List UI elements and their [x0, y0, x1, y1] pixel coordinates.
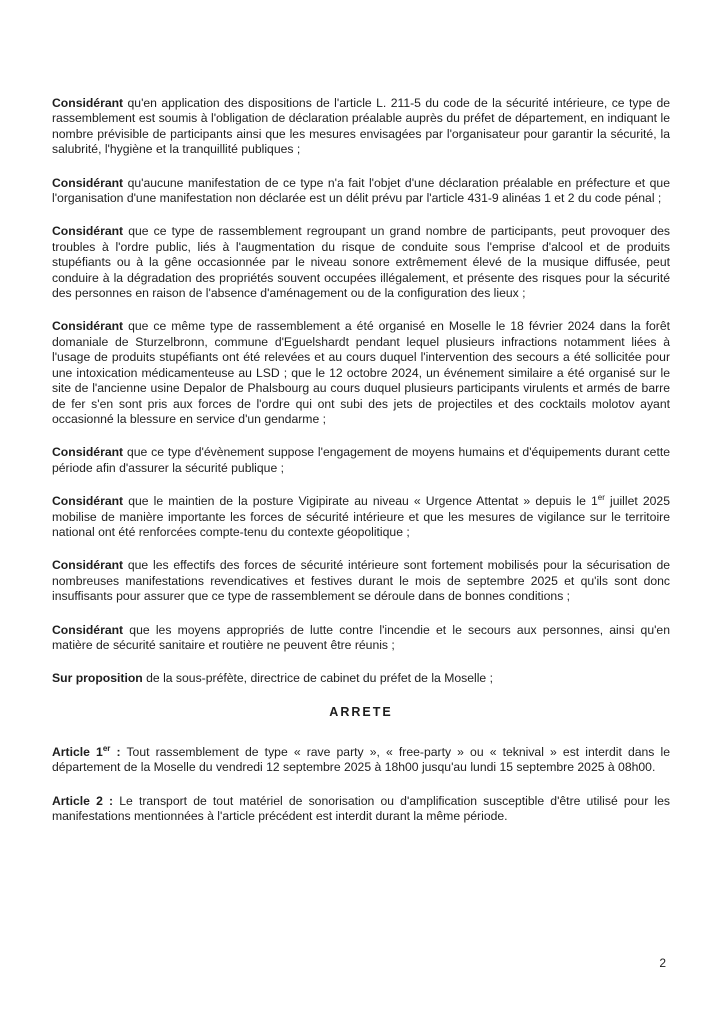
arrete-heading: ARRETE [329, 704, 393, 719]
considerant-keyword: Considérant [52, 319, 124, 334]
considerant-text: que ce type d'évènement suppose l'engagement de moyens humains et d'équipements durant cette période afin d'assurer la sécurité publique ; [52, 445, 670, 475]
considerant-text: qu'aucune manifestation de ce type n'a fait l'objet d'une déclaration préalable en préfecture et que l'organisation d'une manifestation non déclarée est un délit prévu par l'article 431-9 alinéas 1 et 2 du code pénal ; [52, 175, 670, 206]
considerant-text: que ce type de rassemblement regroupant un grand nombre de participants, peut provoquer des troubles à l'ordre public, liés à l'augmentation du risque de conduite sous l'emprise d'alcool et de produits stupéfiants ou à la gêne occasionnée par le niveau sonore extrêmement élevé de la musique diffusée, peut conduire à la dégradation des propriétés souvent occupées illégalement, et présente des risques pour la sécurité des personnes en raison de l'absence d'aménagement ou de la configuration des lieux ; [52, 224, 670, 301]
considerant-text: que ce même type de rassemblement a été organisé en Moselle le 18 février 2024 dans la forêt domaniale de Sturzelbronn, commune d'Eguelshardt pendant lequel plusieurs infractions notamment liées à l'usage de produits stupéfiants ont été relevées et au cours duquel l'intervention des secours a été sollicitée pour une intoxication médicamenteuse au LSD ; que le 12 octobre 2024, un événement similaire a été organisé sur le site de l'ancienne usine Depalor de Phalsbourg au cours duquel plusieurs participants virulents et armés de barre de fer s'en sont pris aux forces de l'ordre qui ont subi des jets de projectiles et des cocktails molotov ayant occasionné la blessure en service d'un gendarme ; [52, 319, 670, 426]
considerant-text: que les moyens appropriés de lutte contre l'incendie et le secours aux personnes, ainsi qu'en matière de sécurité sanitaire et routière ne peuvent être réunis ; [52, 622, 670, 652]
considerant-keyword: Considérant [52, 558, 124, 573]
superscript-ordinal: er [597, 493, 605, 503]
considerant-paragraph-2 [52, 176, 670, 207]
considerant-keyword: Considérant [52, 445, 124, 460]
considerant-paragraph-3 [52, 224, 670, 301]
considerant-keyword: Considérant [52, 622, 124, 637]
proposition-text: de la sous-préfète, directrice de cabinet du préfet de la Moselle ; [142, 671, 493, 686]
considerant-paragraph-8 [52, 623, 670, 654]
document-body [52, 96, 670, 842]
considerant-paragraph-6 [52, 494, 670, 540]
article-1 [52, 745, 670, 776]
considerant-paragraph-5 [52, 445, 670, 476]
article-text: Le transport de tout matériel de sonorisation ou d'amplification susceptible d'être utilisé pour les manifestations mentionnées à l'article précédent est interdit durant la même période. [52, 793, 670, 823]
considerant-paragraph-7 [52, 558, 670, 604]
considerant-paragraph-1 [52, 96, 670, 158]
considerant-text-before-sup: que le maintien de la posture Vigipirate au niveau « Urgence Attentat » depuis le 1 [123, 494, 598, 509]
considerant-keyword: Considérant [52, 96, 124, 110]
considerant-keyword: Considérant [52, 175, 124, 190]
considerant-text: que les effectifs des forces de sécurité intérieure sont fortement mobilisés pour la sécurisation de nombreuses manifestations revendicatives et festives durant le mois de septembre 2025 et qu'ils sont donc insuffisants pour assurer que ce type de rassemblement se déroule dans de bonnes conditions ; [52, 558, 670, 604]
article-label [52, 745, 121, 759]
article-label-text: Article 1 [52, 744, 103, 759]
article-2 [52, 794, 670, 825]
considerant-keyword: Considérant [52, 494, 124, 509]
page-number: 2 [659, 956, 666, 970]
article-label-suffix: : [110, 744, 121, 759]
proposition-paragraph [52, 671, 670, 686]
considerant-text: qu'en application des dispositions de l'article L. 211-5 du code de la sécurité intérieure, ce type de rassemblement est soumis à l'obligation de déclaration préalable auprès du préfet de département, en indiquant le nombre prévisible de participants ainsi que les mesures envisagées par l'organisateur pour garantir la sécurité, la salubrité, l'hygiène et la tranquillité publiques ; [52, 96, 670, 157]
superscript-ordinal: er [102, 743, 111, 753]
article-label: Article 2 : [52, 793, 114, 808]
considerant-keyword: Considérant [52, 224, 124, 239]
article-text: Tout rassemblement de type « rave party », « free-party » ou « teknival » est interdit dans le département de la Moselle du vendredi 12 septembre 2025 à 18h00 jusqu'au lundi 15 septembre 2025 à 08h00. [52, 744, 670, 775]
considerant-paragraph-4 [52, 319, 670, 427]
considerant-text: juillet 2025 mobilise de manière importante les forces de sécurité intérieure et que les mesures de vigilance sur le territoire national ont été renforcées compte-tenu du contexte géopolitique ; [52, 494, 670, 539]
proposition-keyword: Sur proposition [52, 671, 143, 686]
